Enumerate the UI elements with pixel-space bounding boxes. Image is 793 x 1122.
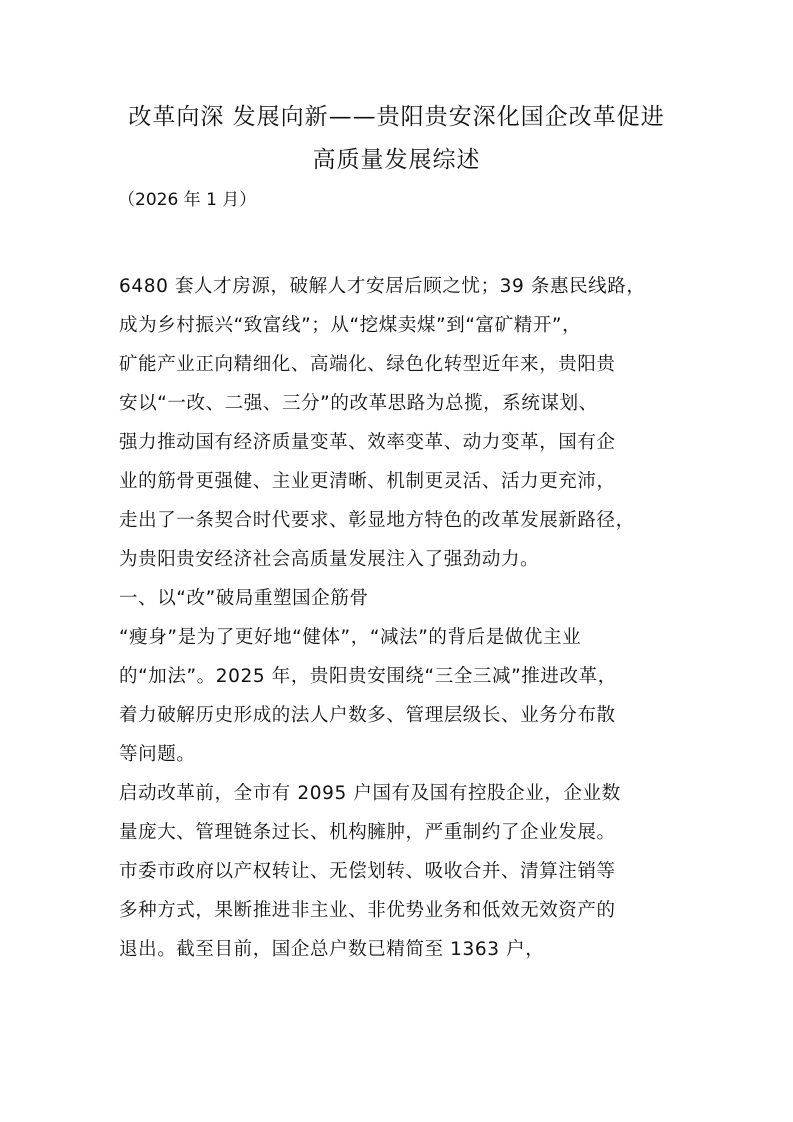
body-line-8: 为贵阳贵安经济社会高质量发展注入了强劲动力。 bbox=[119, 549, 540, 570]
document-title-line-2: 高质量发展综述 bbox=[312, 147, 481, 173]
body-line-3: 矿能产业正向精细化、高端化、绿色化转型近年来，贵阳贵 bbox=[119, 354, 616, 375]
body-line-17: 退出。截至目前，国企总户数已精简至 1363 户， bbox=[119, 939, 545, 960]
body-line-4: 安以“一改、二强、三分”的改革思路为总揽，系统谋划、 bbox=[119, 393, 598, 414]
body-line-5: 强力推动国有经济质量变革、效率变革、动力变革，国有企 bbox=[119, 432, 616, 453]
section-heading-1: 一、以“改”破局重塑国企筋骨 bbox=[119, 588, 369, 609]
body-line-6: 业的筋骨更强健、主业更清晰、机制更灵活、活力更充沛， bbox=[119, 471, 616, 492]
body-line-2: 成为乡村振兴“致富线”；从“挖煤卖煤”到“富矿精开”， bbox=[119, 315, 582, 336]
body-line-11: 着力破解历史形成的法人户数多、管理层级长、业务分布散 bbox=[119, 705, 616, 726]
body-line-13: 启动改革前，全市有 2095 户国有及国有控股企业，企业数 bbox=[119, 783, 621, 804]
body-line-10: 的“加法”。2025 年，贵阳贵安围绕“三全三减”推进改革， bbox=[119, 666, 617, 687]
body-line-9: “瘦身”是为了更好地“健体”，“减法”的背后是做优主业 bbox=[119, 627, 582, 648]
body-line-14: 量庞大、管理链条过长、机构臃肿，严重制约了企业发展。 bbox=[119, 822, 616, 843]
body-line-1: 6480 套人才房源，破解人才安居后顾之忧；39 条惠民线路， bbox=[119, 276, 646, 297]
body-line-12: 等问题。 bbox=[119, 744, 196, 765]
body-line-7: 走出了一条契合时代要求、彰显地方特色的改革发展新路径， bbox=[119, 510, 635, 531]
body-line-15: 市委市政府以产权转让、无偿划转、吸收合并、清算注销等 bbox=[119, 861, 616, 882]
document-title-line-1: 改革向深 发展向新——贵阳贵安深化国企改革促进 bbox=[128, 104, 665, 130]
document-date: （2026 年 1 月） bbox=[118, 190, 257, 210]
body-line-16: 多种方式，果断推进非主业、非优势业务和低效无效资产的 bbox=[119, 900, 616, 921]
